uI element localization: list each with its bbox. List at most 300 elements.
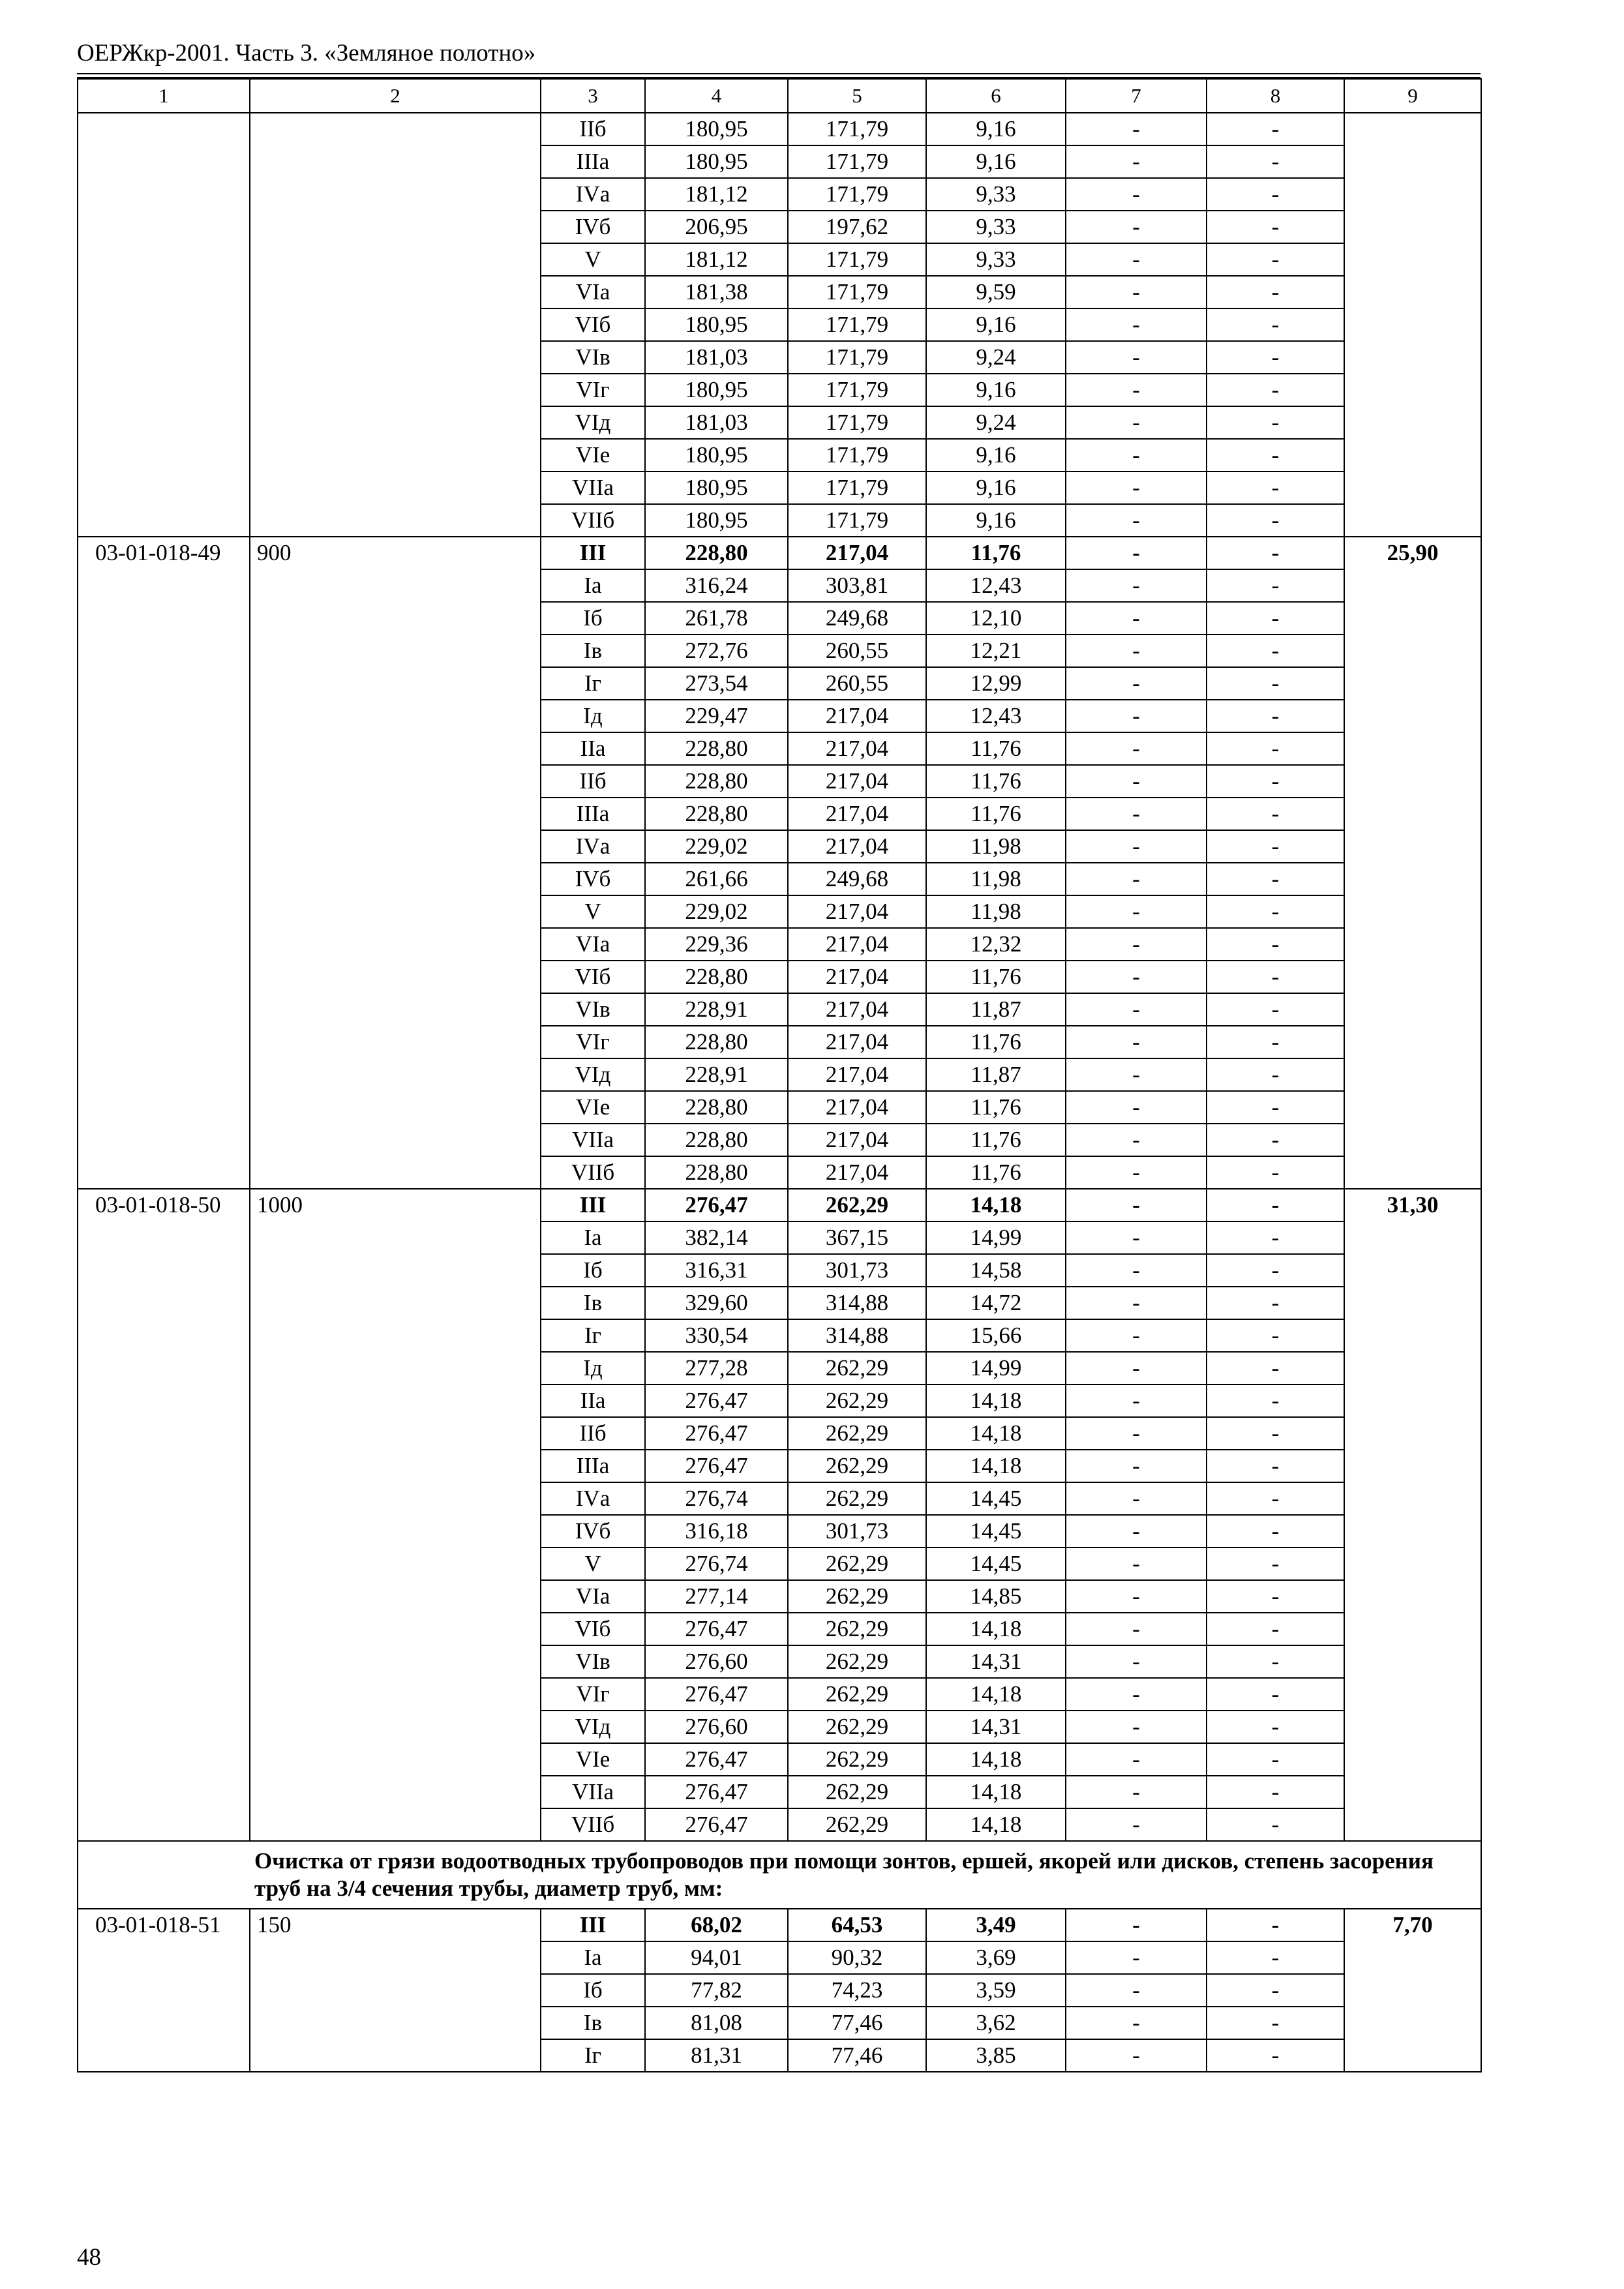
machine-cost-cell: 14,18 [926, 1743, 1066, 1776]
col8-cell: - [1207, 178, 1344, 211]
labor-cost-cell: 303,81 [788, 569, 926, 602]
col7-cell: - [1066, 1580, 1207, 1613]
machine-cost-cell: 9,33 [926, 211, 1066, 243]
total-cost-cell: 277,14 [645, 1580, 788, 1613]
machine-cost-cell: 14,99 [926, 1352, 1066, 1384]
col7-cell: - [1066, 635, 1207, 667]
zone-cell: IVб [541, 1515, 645, 1548]
table-row [78, 1189, 1481, 1221]
labor-hours-cell: 7,70 [1344, 1909, 1481, 2072]
col8-cell: - [1207, 700, 1344, 732]
col7-cell: - [1066, 1417, 1207, 1450]
machine-cost-cell: 14,18 [926, 1776, 1066, 1808]
labor-cost-cell: 171,79 [788, 243, 926, 276]
total-cost-cell: 180,95 [645, 374, 788, 406]
labor-cost-cell: 217,04 [788, 732, 926, 765]
total-cost-cell: 228,91 [645, 993, 788, 1026]
col7-cell: - [1066, 374, 1207, 406]
col8-cell: - [1207, 2007, 1344, 2039]
zone-cell: Iг [541, 2039, 645, 2072]
col8-cell: - [1207, 211, 1344, 243]
labor-cost-cell: 217,04 [788, 928, 926, 961]
labor-cost-cell: 171,79 [788, 374, 926, 406]
machine-cost-cell: 9,24 [926, 341, 1066, 374]
machine-cost-cell: 12,43 [926, 569, 1066, 602]
zone-cell: VIIа [541, 1124, 645, 1156]
col7-cell: - [1066, 211, 1207, 243]
labor-cost-cell: 171,79 [788, 406, 926, 439]
total-cost-cell: 94,01 [645, 1941, 788, 1974]
rate-code-cell: 03-01-018-49 [78, 537, 250, 1189]
total-cost-cell: 329,60 [645, 1287, 788, 1319]
machine-cost-cell: 14,18 [926, 1808, 1066, 1841]
col8-cell: - [1207, 1776, 1344, 1808]
total-cost-cell: 81,08 [645, 2007, 788, 2039]
col7-cell: - [1066, 471, 1207, 504]
col8-cell: - [1207, 895, 1344, 928]
col8-cell: - [1207, 1645, 1344, 1678]
col7-cell: - [1066, 569, 1207, 602]
labor-cost-cell: 249,68 [788, 863, 926, 895]
col8-cell: - [1207, 830, 1344, 863]
col8-cell: - [1207, 1254, 1344, 1287]
total-cost-cell: 228,80 [645, 765, 788, 798]
zone-cell: Iв [541, 635, 645, 667]
col7-cell: - [1066, 1058, 1207, 1091]
total-cost-cell: 276,60 [645, 1645, 788, 1678]
col8-cell: - [1207, 1124, 1344, 1156]
column-number-row [78, 79, 1481, 113]
col8-cell: - [1207, 1417, 1344, 1450]
zone-cell: IIIа [541, 145, 645, 178]
labor-cost-cell: 217,04 [788, 961, 926, 993]
col8-cell: - [1207, 1026, 1344, 1058]
col7-cell: - [1066, 2039, 1207, 2072]
total-cost-cell: 180,95 [645, 308, 788, 341]
col7-cell: - [1066, 1124, 1207, 1156]
zone-cell: Iг [541, 1319, 645, 1352]
zone-cell: V [541, 1548, 645, 1580]
machine-cost-cell: 9,16 [926, 471, 1066, 504]
header-rule-top [77, 73, 1481, 74]
zone-cell: IIб [541, 765, 645, 798]
col8-cell: - [1207, 1189, 1344, 1221]
zone-cell: VIв [541, 1645, 645, 1678]
zone-cell: VIе [541, 439, 645, 471]
labor-cost-cell: 262,29 [788, 1776, 926, 1808]
col8-cell: - [1207, 1319, 1344, 1352]
col7-cell: - [1066, 1776, 1207, 1808]
total-cost-cell: 276,60 [645, 1711, 788, 1743]
total-cost-cell: 181,03 [645, 406, 788, 439]
labor-cost-cell: 171,79 [788, 341, 926, 374]
labor-cost-cell: 217,04 [788, 1156, 926, 1189]
machine-cost-cell: 12,99 [926, 667, 1066, 700]
zone-cell: VIг [541, 1026, 645, 1058]
column-number-9: 9 [1344, 79, 1481, 113]
labor-cost-cell: 90,32 [788, 1941, 926, 1974]
pipe-diameter-cell: 150 [250, 1909, 541, 2072]
zone-cell: VIе [541, 1091, 645, 1124]
col7-cell: - [1066, 863, 1207, 895]
zone-cell: VIIа [541, 1776, 645, 1808]
total-cost-cell: 261,66 [645, 863, 788, 895]
col7-cell: - [1066, 1091, 1207, 1124]
labor-hours-cell: 25,90 [1344, 537, 1481, 1189]
total-cost-cell: 276,47 [645, 1613, 788, 1645]
machine-cost-cell: 9,33 [926, 178, 1066, 211]
col7-cell: - [1066, 700, 1207, 732]
zone-cell: IIб [541, 1417, 645, 1450]
col7-cell: - [1066, 1026, 1207, 1058]
zone-cell: Iб [541, 602, 645, 635]
page-number: 48 [77, 2244, 101, 2271]
machine-cost-cell: 14,72 [926, 1287, 1066, 1319]
table-row [78, 537, 1481, 569]
zone-cell: IIIа [541, 798, 645, 830]
col8-cell: - [1207, 406, 1344, 439]
machine-cost-cell: 14,99 [926, 1221, 1066, 1254]
col8-cell: - [1207, 439, 1344, 471]
machine-cost-cell: 14,18 [926, 1678, 1066, 1711]
col7-cell: - [1066, 1221, 1207, 1254]
col7-cell: - [1066, 1711, 1207, 1743]
col7-cell: - [1066, 145, 1207, 178]
machine-cost-cell: 11,76 [926, 798, 1066, 830]
machine-cost-cell: 9,33 [926, 243, 1066, 276]
total-cost-cell: 229,02 [645, 830, 788, 863]
machine-cost-cell: 9,16 [926, 504, 1066, 537]
zone-cell: VIд [541, 1058, 645, 1091]
zone-cell: VIв [541, 341, 645, 374]
labor-cost-cell: 217,04 [788, 798, 926, 830]
col7-cell: - [1066, 1287, 1207, 1319]
zone-cell: Iб [541, 1254, 645, 1287]
total-cost-cell: 181,12 [645, 243, 788, 276]
zone-cell: IVб [541, 863, 645, 895]
total-cost-cell: 228,91 [645, 1058, 788, 1091]
column-number-4: 4 [645, 79, 788, 113]
col7-cell: - [1066, 276, 1207, 308]
col7-cell: - [1066, 1808, 1207, 1841]
col8-cell: - [1207, 243, 1344, 276]
labor-cost-cell: 74,23 [788, 1974, 926, 2007]
zone-cell: IVа [541, 1482, 645, 1515]
total-cost-cell: 316,24 [645, 569, 788, 602]
zone-cell: VIг [541, 374, 645, 406]
labor-cost-cell: 262,29 [788, 1450, 926, 1482]
zone-cell: V [541, 895, 645, 928]
zone-cell: Iв [541, 1287, 645, 1319]
machine-cost-cell: 14,45 [926, 1482, 1066, 1515]
machine-cost-cell: 14,31 [926, 1711, 1066, 1743]
total-cost-cell: 276,47 [645, 1743, 788, 1776]
machine-cost-cell: 3,69 [926, 1941, 1066, 1974]
labor-cost-cell: 171,79 [788, 471, 926, 504]
labor-cost-cell: 262,29 [788, 1613, 926, 1645]
total-cost-cell: 180,95 [645, 504, 788, 537]
total-cost-cell: 330,54 [645, 1319, 788, 1352]
labor-cost-cell: 217,04 [788, 895, 926, 928]
col8-cell: - [1207, 602, 1344, 635]
col8-cell: - [1207, 1384, 1344, 1417]
col7-cell: - [1066, 1352, 1207, 1384]
labor-cost-cell: 171,79 [788, 439, 926, 471]
zone-cell: VIб [541, 1613, 645, 1645]
labor-cost-cell: 262,29 [788, 1678, 926, 1711]
total-cost-cell: 229,36 [645, 928, 788, 961]
col7-cell: - [1066, 1482, 1207, 1515]
labor-cost-cell: 301,73 [788, 1254, 926, 1287]
labor-cost-cell: 262,29 [788, 1352, 926, 1384]
total-cost-cell: 276,47 [645, 1808, 788, 1841]
table-row [78, 113, 1481, 145]
machine-cost-cell: 9,16 [926, 113, 1066, 145]
col8-cell: - [1207, 113, 1344, 145]
total-cost-cell: 382,14 [645, 1221, 788, 1254]
col7-cell: - [1066, 113, 1207, 145]
labor-cost-cell: 262,29 [788, 1580, 926, 1613]
machine-cost-cell: 11,87 [926, 1058, 1066, 1091]
zone-cell: VIд [541, 1711, 645, 1743]
pipe-diameter-cell [250, 113, 541, 537]
zone-cell: III [541, 1189, 645, 1221]
col7-cell: - [1066, 928, 1207, 961]
zone-cell: III [541, 537, 645, 569]
total-cost-cell: 180,95 [645, 113, 788, 145]
col7-cell: - [1066, 961, 1207, 993]
total-cost-cell: 276,74 [645, 1548, 788, 1580]
labor-cost-cell: 262,29 [788, 1711, 926, 1743]
column-number-3: 3 [541, 79, 645, 113]
col7-cell: - [1066, 1645, 1207, 1678]
col7-cell: - [1066, 439, 1207, 471]
zone-cell: III [541, 1909, 645, 1941]
col8-cell: - [1207, 993, 1344, 1026]
labor-cost-cell: 217,04 [788, 993, 926, 1026]
col8-cell: - [1207, 1450, 1344, 1482]
col8-cell: - [1207, 732, 1344, 765]
labor-cost-cell: 260,55 [788, 667, 926, 700]
col8-cell: - [1207, 1711, 1344, 1743]
machine-cost-cell: 11,87 [926, 993, 1066, 1026]
column-number-7: 7 [1066, 79, 1207, 113]
col7-cell: - [1066, 1974, 1207, 2007]
zone-cell: VIе [541, 1743, 645, 1776]
column-number-1: 1 [78, 79, 250, 113]
col7-cell: - [1066, 993, 1207, 1026]
machine-cost-cell: 9,59 [926, 276, 1066, 308]
col8-cell: - [1207, 145, 1344, 178]
col8-cell: - [1207, 1678, 1344, 1711]
machine-cost-cell: 11,76 [926, 1156, 1066, 1189]
labor-cost-cell: 262,29 [788, 1189, 926, 1221]
zone-cell: IVа [541, 178, 645, 211]
pipe-diameter-cell: 900 [250, 537, 541, 1189]
total-cost-cell: 180,95 [645, 439, 788, 471]
col7-cell: - [1066, 1384, 1207, 1417]
total-cost-cell: 181,12 [645, 178, 788, 211]
total-cost-cell: 181,03 [645, 341, 788, 374]
section-heading: Очистка от грязи водоотводных трубопроводов при помощи зонтов, ершей, якорей или дисков, степень засорения труб на 3/4 сечения трубы, диаметр труб, мм: [78, 1841, 1481, 1909]
total-cost-cell: 81,31 [645, 2039, 788, 2072]
col7-cell: - [1066, 1941, 1207, 1974]
machine-cost-cell: 11,76 [926, 765, 1066, 798]
pipe-diameter-cell: 1000 [250, 1189, 541, 1841]
total-cost-cell: 180,95 [645, 471, 788, 504]
zone-cell: IIа [541, 1384, 645, 1417]
col8-cell: - [1207, 1548, 1344, 1580]
total-cost-cell: 276,47 [645, 1189, 788, 1221]
labor-hours-cell: 31,30 [1344, 1189, 1481, 1841]
zone-cell: VIд [541, 406, 645, 439]
machine-cost-cell: 14,45 [926, 1548, 1066, 1580]
labor-cost-cell: 217,04 [788, 1026, 926, 1058]
machine-cost-cell: 12,32 [926, 928, 1066, 961]
zone-cell: VIIб [541, 504, 645, 537]
labor-cost-cell: 77,46 [788, 2007, 926, 2039]
zone-cell: IIб [541, 113, 645, 145]
machine-cost-cell: 3,62 [926, 2007, 1066, 2039]
col7-cell: - [1066, 1319, 1207, 1352]
col8-cell: - [1207, 1287, 1344, 1319]
rates-table-body [78, 79, 1481, 2072]
labor-hours-cell [1344, 113, 1481, 537]
machine-cost-cell: 12,43 [926, 700, 1066, 732]
machine-cost-cell: 14,18 [926, 1417, 1066, 1450]
col7-cell: - [1066, 1909, 1207, 1941]
total-cost-cell: 276,47 [645, 1417, 788, 1450]
machine-cost-cell: 14,18 [926, 1189, 1066, 1221]
zone-cell: VIа [541, 928, 645, 961]
col8-cell: - [1207, 798, 1344, 830]
zone-cell: Iв [541, 2007, 645, 2039]
col8-cell: - [1207, 308, 1344, 341]
total-cost-cell: 316,18 [645, 1515, 788, 1548]
total-cost-cell: 276,47 [645, 1450, 788, 1482]
labor-cost-cell: 77,46 [788, 2039, 926, 2072]
page-header-title: ОЕРЖкр-2001. Часть 3. «Земляное полотно» [77, 40, 536, 67]
col8-cell: - [1207, 1808, 1344, 1841]
section-heading-row [78, 1841, 1481, 1909]
col8-cell: - [1207, 504, 1344, 537]
labor-cost-cell: 249,68 [788, 602, 926, 635]
machine-cost-cell: 3,59 [926, 1974, 1066, 2007]
labor-cost-cell: 314,88 [788, 1287, 926, 1319]
rate-code-cell: 03-01-018-50 [78, 1189, 250, 1841]
labor-cost-cell: 64,53 [788, 1909, 926, 1941]
labor-cost-cell: 171,79 [788, 276, 926, 308]
col7-cell: - [1066, 1743, 1207, 1776]
total-cost-cell: 229,47 [645, 700, 788, 732]
table-row [78, 1909, 1481, 1941]
zone-cell: IIа [541, 732, 645, 765]
zone-cell: Iг [541, 667, 645, 700]
machine-cost-cell: 11,98 [926, 895, 1066, 928]
total-cost-cell: 228,80 [645, 1026, 788, 1058]
col7-cell: - [1066, 1156, 1207, 1189]
machine-cost-cell: 14,18 [926, 1613, 1066, 1645]
col8-cell: - [1207, 1515, 1344, 1548]
zone-cell: VIб [541, 961, 645, 993]
total-cost-cell: 273,54 [645, 667, 788, 700]
col7-cell: - [1066, 341, 1207, 374]
labor-cost-cell: 217,04 [788, 1124, 926, 1156]
total-cost-cell: 261,78 [645, 602, 788, 635]
machine-cost-cell: 3,85 [926, 2039, 1066, 2072]
total-cost-cell: 276,47 [645, 1678, 788, 1711]
col7-cell: - [1066, 895, 1207, 928]
labor-cost-cell: 171,79 [788, 178, 926, 211]
machine-cost-cell: 11,76 [926, 1091, 1066, 1124]
total-cost-cell: 68,02 [645, 1909, 788, 1941]
zone-cell: V [541, 243, 645, 276]
zone-cell: IVа [541, 830, 645, 863]
col7-cell: - [1066, 1450, 1207, 1482]
col7-cell: - [1066, 2007, 1207, 2039]
total-cost-cell: 228,80 [645, 732, 788, 765]
machine-cost-cell: 11,76 [926, 1124, 1066, 1156]
zone-cell: Iд [541, 700, 645, 732]
col8-cell: - [1207, 1974, 1344, 2007]
col7-cell: - [1066, 406, 1207, 439]
total-cost-cell: 316,31 [645, 1254, 788, 1287]
machine-cost-cell: 9,16 [926, 439, 1066, 471]
labor-cost-cell: 260,55 [788, 635, 926, 667]
zone-cell: VIг [541, 1678, 645, 1711]
column-number-2: 2 [250, 79, 541, 113]
col8-cell: - [1207, 1743, 1344, 1776]
col8-cell: - [1207, 1941, 1344, 1974]
col8-cell: - [1207, 1482, 1344, 1515]
col7-cell: - [1066, 667, 1207, 700]
labor-cost-cell: 217,04 [788, 1058, 926, 1091]
col7-cell: - [1066, 830, 1207, 863]
labor-cost-cell: 262,29 [788, 1645, 926, 1678]
labor-cost-cell: 314,88 [788, 1319, 926, 1352]
col7-cell: - [1066, 1548, 1207, 1580]
zone-cell: IIIа [541, 1450, 645, 1482]
total-cost-cell: 276,47 [645, 1776, 788, 1808]
labor-cost-cell: 262,29 [788, 1743, 926, 1776]
zone-cell: VIIб [541, 1156, 645, 1189]
col8-cell: - [1207, 537, 1344, 569]
total-cost-cell: 228,80 [645, 537, 788, 569]
col8-cell: - [1207, 1156, 1344, 1189]
total-cost-cell: 228,80 [645, 798, 788, 830]
col8-cell: - [1207, 667, 1344, 700]
labor-cost-cell: 217,04 [788, 830, 926, 863]
labor-cost-cell: 262,29 [788, 1548, 926, 1580]
labor-cost-cell: 217,04 [788, 765, 926, 798]
col7-cell: - [1066, 504, 1207, 537]
col7-cell: - [1066, 178, 1207, 211]
column-number-5: 5 [788, 79, 926, 113]
col7-cell: - [1066, 1515, 1207, 1548]
col8-cell: - [1207, 1091, 1344, 1124]
col7-cell: - [1066, 1254, 1207, 1287]
col7-cell: - [1066, 243, 1207, 276]
machine-cost-cell: 11,98 [926, 863, 1066, 895]
col7-cell: - [1066, 1613, 1207, 1645]
labor-cost-cell: 217,04 [788, 1091, 926, 1124]
col7-cell: - [1066, 537, 1207, 569]
labor-cost-cell: 367,15 [788, 1221, 926, 1254]
col8-cell: - [1207, 1613, 1344, 1645]
col8-cell: - [1207, 863, 1344, 895]
col8-cell: - [1207, 1058, 1344, 1091]
zone-cell: Iа [541, 1221, 645, 1254]
